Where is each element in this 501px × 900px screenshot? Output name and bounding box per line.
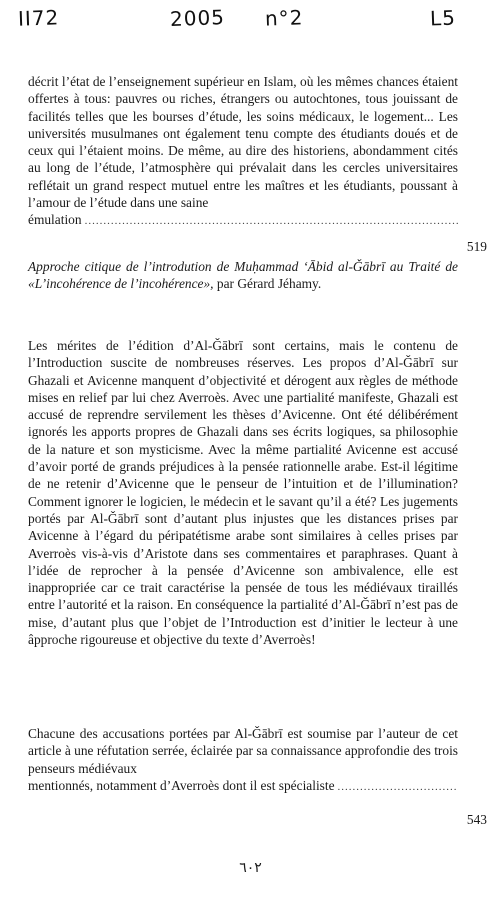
entry2-author: par Gérard Jéhamy. [213,276,322,292]
entry2-title: Approche citique de l’introdution de Muḥammad ‘Ābid al-Ǧābrī au Traité de «L’incohérence de l’incohérence», [28,259,458,292]
handwritten-reference-code: ⅠⅠ72 [17,5,60,31]
entry1-abstract [28,73,458,231]
entry1-page-number: 519 [466,239,487,254]
entry2-page-number: 543 [466,812,487,827]
dot-leader [338,779,458,796]
entry2-paragraph-2-text: Chacune des accusations portées par Al-Ǧābrī est soumise par l’auteur de cet article à une réfutation serrée, éclairée par sa connaissance approfondie des trois penseurs médiévaux [28,726,458,776]
entry1-last-line [28,211,458,230]
entry2-last-line-text: mentionnés, notamment d’Averroès dont il est spécialiste [28,777,335,793]
folio-page-number: ٦٠٢ [239,860,262,876]
entry2-abstract-paragraph-2 [28,725,458,796]
entry1-body-text: décrit l’état de l’enseignement supérieur en Islam, où les mêmes chances étaient offertes à tous: pauvres ou riches, étrangers ou autochtones, tous jouissant de facilités telles que les bourses d’étude, les soins médicaux, le logement... Les universités musulmanes ont également tenu compte des étudiants doués et de ceux qui l’étaient moins. De même, au dire des historiens, abondamment cités au long de l’étude, l’atmosphère qui prévalait dans les cercles universitaires reflétait un grand respect mutuel entre les maîtres et les étudiants, poussant à l’amour de l’étude dans une saine [28,74,458,211]
handwritten-year: 2005 [169,5,226,31]
entry2-last-line [28,777,458,796]
handwritten-issue-number: n°2 [264,5,304,31]
entry2-reference [28,258,458,293]
entry1-last-line-text: émulation [28,212,82,228]
handwritten-tag: L5 [429,5,457,31]
entry2-abstract-paragraph-1: Les mérites de l’édition d’Al-Ǧābrī sont certains, mais le contenu de l’Introduction suscite de nombreuses réserves. Les propos d’Al-Ǧābrī sur Ghazali et Avicenne manquent d’objectivité et dérogent aux règles de méthode mises en relief par lui chez Averroès. Avec une partialité manifeste, Ghazali est accusé de reprendre servilement les thèses d’Avicenne. Ont été délibérément ignorés les apports propres de Ghazali dans ses écrits logiques, sa philosophie de la nature et son mysticisme. Avec la même partialité Avicenne est accusé d’avoir porté de grands préjudices à la pensée rationnelle arabe. Est-il légitime de ne retenir d’Avicenne que le penseur de l’intuition et de l’illumination? Comment ignorer le logicien, le médecin et le savant qu’il a été? Les jugements portés par Al-Ǧābrī sont d’autant plus injustes que les distances prises par Avicenne à l’égard du péripatétisme arabe sont similaires à celles prises par Averroès vis-à-vis d’Aristote dans ses commentaires et paraphrases. Quant à l’idée de reprocher à la pensée d’Avicenne son ambivalence, elle est inappropriée car ce trait caractérise la pensée de tous les médiévaux tiraillés entre l’autorité et la raison. En conséquence la partialité d’Al-Ǧābrī n’est pas de mise, d’autant plus que l’objet de l’Introduction est d’initier le lecteur à une âpproche rigoureuse et objective du texte d’Averroès! [28,338,458,648]
dot-leader [85,213,458,230]
